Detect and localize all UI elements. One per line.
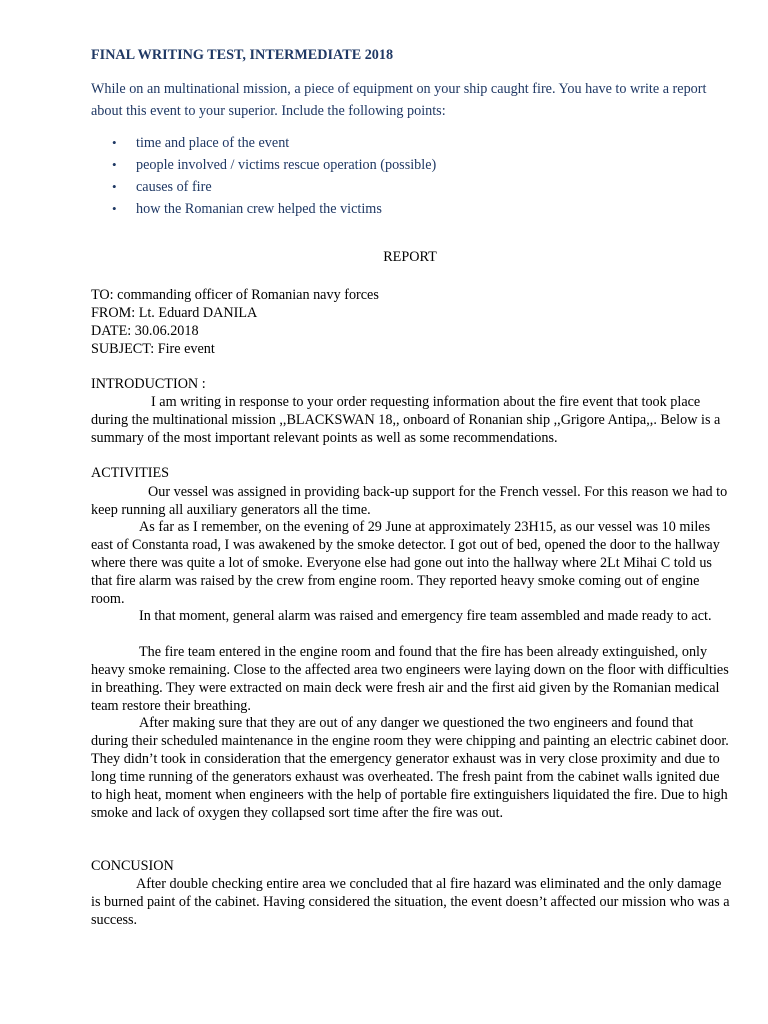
conclusion-heading: CONCUSION [91, 858, 174, 874]
activities-paragraph: The fire team entered in the engine room and found that the fire has been already extinguished, only heavy smoke remaining. Close to the affected area two engineers were laying down on the floor with difficulties in breathing. They were extracted on main deck were fresh air and the first aid given by the Romanian medical team restore their breathing. [91, 644, 729, 714]
bullet-icon: • [112, 179, 117, 194]
bullet-icon: • [112, 201, 117, 216]
conclusion-paragraph: After double checking entire area we concluded that al fire hazard was eliminated and the only damage is burned paint of the cabinet. Having considered the situation, the event doesn’t affected our mission who was a success. [91, 876, 730, 928]
memo-from: FROM: Lt. Eduard DANILA [91, 305, 258, 321]
memo-date: DATE: 30.06.2018 [91, 323, 199, 339]
point-text: people involved / victims rescue operation (possible) [136, 157, 437, 173]
point-text: causes of fire [136, 179, 212, 195]
list-item [91, 154, 436, 176]
list-item [91, 198, 436, 220]
activities-paragraph: As far as I remember, on the evening of 29 June at approximately 23H15, as our vessel was 10 miles east of Constanta road, I was awakened by the smoke detector. I got out of bed, opened the door to the hallway where there was quite a lot of smoke. Everyone else had gone out into the hallway where 2Lt Mihai C told us that fire alarm was raised by the crew from engine room. They reported heavy smoke coming out of engine room. [91, 519, 720, 607]
bullet-icon: • [112, 135, 117, 150]
activities-paragraph: In that moment, general alarm was raised and emergency fire team assembled and made ready to act. [139, 608, 712, 624]
introduction-paragraph: I am writing in response to your order requesting information about the fire event that took place during the multinational mission ,,BLACKSWAN 18,, onboard of Ronanian ship ,,Grigore Antipa,,. Below is a summary of the most important relevant points as well as some recommendations. [91, 394, 721, 446]
task-prompt: While on an multinational mission, a piece of equipment on your ship caught fire. You have to write a report about this event to your superior. Include the following points: [91, 81, 707, 119]
activities-heading: ACTIVITIES [91, 465, 170, 481]
list-item [91, 132, 436, 154]
introduction-heading: INTRODUCTION : [91, 376, 206, 392]
report-heading: REPORT [383, 249, 437, 265]
memo-header [91, 286, 379, 358]
point-text: time and place of the event [136, 135, 290, 151]
bullet-icon: • [112, 157, 117, 172]
memo-subject: SUBJECT: Fire event [91, 341, 215, 357]
activities-paragraph: Our vessel was assigned in providing back-up support for the French vessel. For this reason we had to keep running all auxiliary generators all the time. [91, 484, 728, 518]
test-title: FINAL WRITING TEST, INTERMEDIATE 2018 [91, 47, 394, 63]
list-item [91, 176, 436, 198]
activities-paragraph: After making sure that they are out of any danger we questioned the two engineers and found that during their scheduled maintenance in the engine room they were chipping and painting an electric cabinet door. They didn’t took in consideration that the emergency generator exhaust was in very close proximity and due to long time running of the generators exhaust was overheated. The fresh paint from the cabinet walls ignited due to high heat, moment when engineers with the help of portable fire extinguishers liquidated the fire. Due to high smoke and lack of oxygen they collapsed sort time after the fire was out. [91, 715, 729, 821]
required-points-list [91, 132, 436, 220]
point-text: how the Romanian crew helped the victims [136, 201, 382, 217]
memo-to: TO: commanding officer of Romanian navy forces [91, 287, 379, 303]
